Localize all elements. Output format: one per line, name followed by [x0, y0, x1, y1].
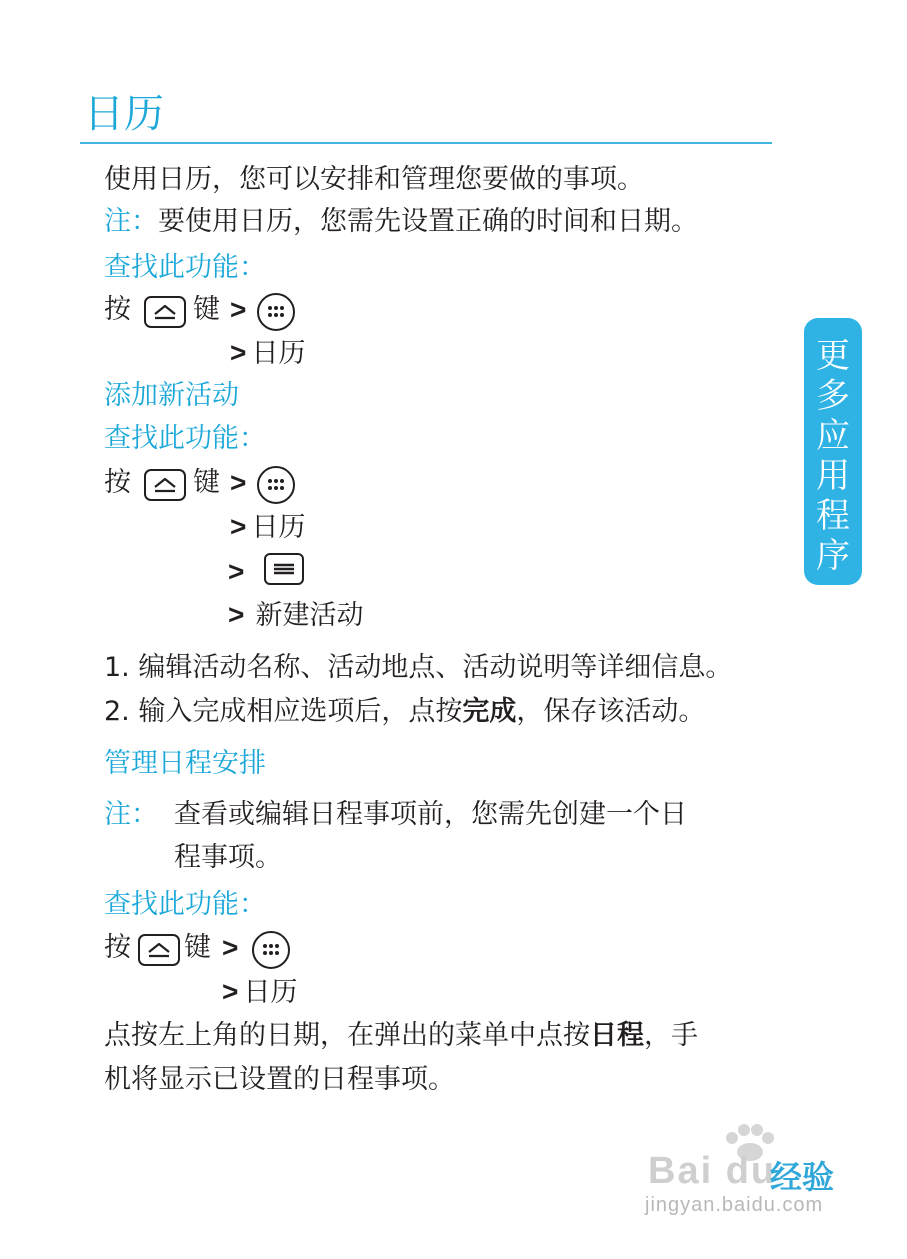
note-2-line-1: 查看或编辑日程事项前，您需先创建一个日 — [174, 799, 687, 830]
key-text: 键 — [184, 932, 211, 963]
side-tab-char: 用 — [816, 456, 850, 496]
step-text-end: ，保存该活动。 — [516, 696, 706, 727]
find-feature-label: 查找此功能： — [104, 252, 266, 283]
press-text: 按 — [104, 294, 131, 325]
section-manage-schedule: 管理日程安排 — [104, 748, 266, 779]
side-tab-more-apps — [804, 318, 862, 585]
press-text: 按 — [104, 932, 131, 963]
watermark-jingyan: 经验 — [770, 1159, 835, 1195]
schedule-label: 日程 — [590, 1020, 644, 1051]
step-text: 编辑活动名称、活动地点、活动说明等详细信息。 — [138, 652, 733, 683]
side-tab-char: 应 — [816, 416, 850, 456]
press-text: 按 — [104, 467, 131, 498]
step-text: 输入完成相应选项后，点按 — [138, 696, 463, 727]
home-icon — [144, 296, 186, 328]
arrow: > — [230, 294, 247, 325]
step-number: 1. — [104, 652, 130, 683]
calendar-label: 日历 — [251, 338, 306, 369]
find-feature-label: 查找此功能： — [104, 423, 266, 454]
note-label: 注： — [104, 799, 158, 830]
step-number: 2. — [104, 696, 130, 727]
find-feature-label: 查找此功能： — [104, 889, 266, 920]
title-divider — [80, 142, 772, 144]
apps-icon — [257, 466, 295, 504]
done-label: 完成 — [462, 696, 517, 727]
arrow: > — [222, 932, 239, 963]
note-text: 要使用日历，您需先设置正确的时间和日期。 — [158, 206, 698, 237]
apps-icon — [252, 931, 290, 969]
arrow: > — [230, 337, 247, 368]
side-tab-char: 序 — [816, 536, 850, 576]
final-text: 点按左上角的日期，在弹出的菜单中点按 — [104, 1020, 590, 1051]
watermark-url: jingyan.baidu.com — [645, 1194, 824, 1216]
key-text: 键 — [193, 294, 220, 325]
apps-icon — [257, 293, 295, 331]
step-2 — [104, 694, 705, 730]
page-title: 日历 — [84, 91, 164, 137]
calendar-label: 日历 — [251, 512, 306, 543]
note-1 — [104, 204, 698, 240]
new-event-label: 新建活动 — [255, 600, 364, 631]
arrow: > — [228, 556, 245, 587]
intro-text: 使用日历，您可以安排和管理您要做的事项。 — [104, 164, 644, 195]
menu-icon — [264, 553, 304, 585]
step-1 — [104, 650, 732, 686]
step-calendar — [222, 975, 297, 1011]
watermark-brand: Bai du — [648, 1150, 777, 1192]
arrow: > — [222, 976, 239, 1007]
arrow: > — [230, 511, 247, 542]
home-icon — [144, 469, 186, 501]
side-tab-char: 程 — [816, 496, 850, 536]
final-line-1 — [104, 1018, 698, 1054]
arrow: > — [230, 467, 247, 498]
key-text: 键 — [193, 467, 220, 498]
note-label: 注： — [104, 206, 158, 237]
side-tab-char: 更 — [816, 336, 850, 376]
calendar-label: 日历 — [243, 977, 298, 1008]
step-calendar — [230, 510, 305, 546]
note-2-line-2: 程事项。 — [174, 842, 282, 873]
home-icon — [138, 934, 180, 966]
step-new-event — [228, 598, 363, 634]
final-text-end: ，手 — [644, 1020, 698, 1051]
side-tab-char: 多 — [816, 376, 850, 416]
step-calendar — [230, 336, 305, 372]
final-line-2: 机将显示已设置的日程事项。 — [104, 1064, 455, 1095]
section-add-event: 添加新活动 — [104, 380, 239, 411]
arrow: > — [228, 599, 245, 630]
